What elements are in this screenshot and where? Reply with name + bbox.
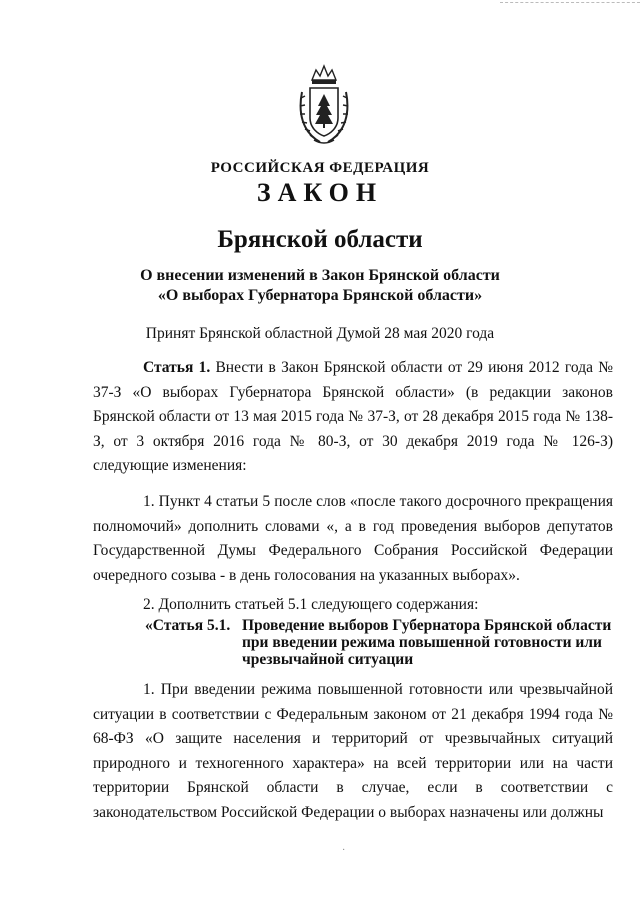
item-1-paragraph: 1. Пункт 4 статьи 5 после слов «после такого досрочного прекращения полномочий» дополнить словами «, а в год проведения выборов депутатов Государственной Думы Федерального Собрания Российской Федерации очередного созыва - в день голосования на указанных выборах». (93, 493, 613, 584)
scan-mark: · (342, 845, 346, 856)
article-1-paragraph (93, 356, 613, 479)
country-name: РОССИЙСКАЯ ФЕДЕРАЦИЯ (210, 160, 430, 176)
region-name: Брянской области (217, 226, 423, 253)
item-2-paragraph: 2. Дополнить статьей 5.1 следующего содержания: (143, 596, 479, 613)
subject-line-2: «О выборах Губернатора Брянской области» (157, 287, 483, 304)
article-1-text: Внести в Закон Брянской области от 29 июня 2012 года № 37-З «О выборах Губернатора Брянской области» (в редакции законов Брянской области от 13 мая 2015 года № 37-З, от 28 декабря 2015 года № 138-З, от 3 октября 2016 года № 80-З, от 30 декабря 2019 года № 126-З) следующие изменения: (93, 359, 613, 474)
subject-line-1: О внесении изменений в Закон Брянской области (140, 267, 500, 284)
document-type: ЗАКОН (256, 178, 384, 207)
article-5-1-paragraph-1: 1. При введении режима повышенной готовности или чрезвычайной ситуации в соответствии с Федеральным законом от 21 декабря 1994 года № 68-ФЗ «О защите населения и территорий от чрезвычайных ситуаций природного и техногенного характера» на всей территории или на части территории Брянской области в случае, если в соответствии с законодательством Российской Федерации о выборах назначены или должны (93, 681, 613, 821)
article-5-1-title: Проведение выборов Губернатора Брянской области при введении режима повышенной готовности или чрезвычайной ситуации (242, 617, 612, 668)
coat-of-arms-icon (296, 62, 352, 148)
article-5-1-label: «Статья 5.1. (145, 617, 231, 634)
law-subject (0, 266, 640, 306)
article-1-label: Статья 1. (143, 359, 211, 376)
adoption-line: Принят Брянской областной Думой 28 мая 2020 года (145, 325, 495, 342)
scan-edge-line (500, 2, 640, 3)
